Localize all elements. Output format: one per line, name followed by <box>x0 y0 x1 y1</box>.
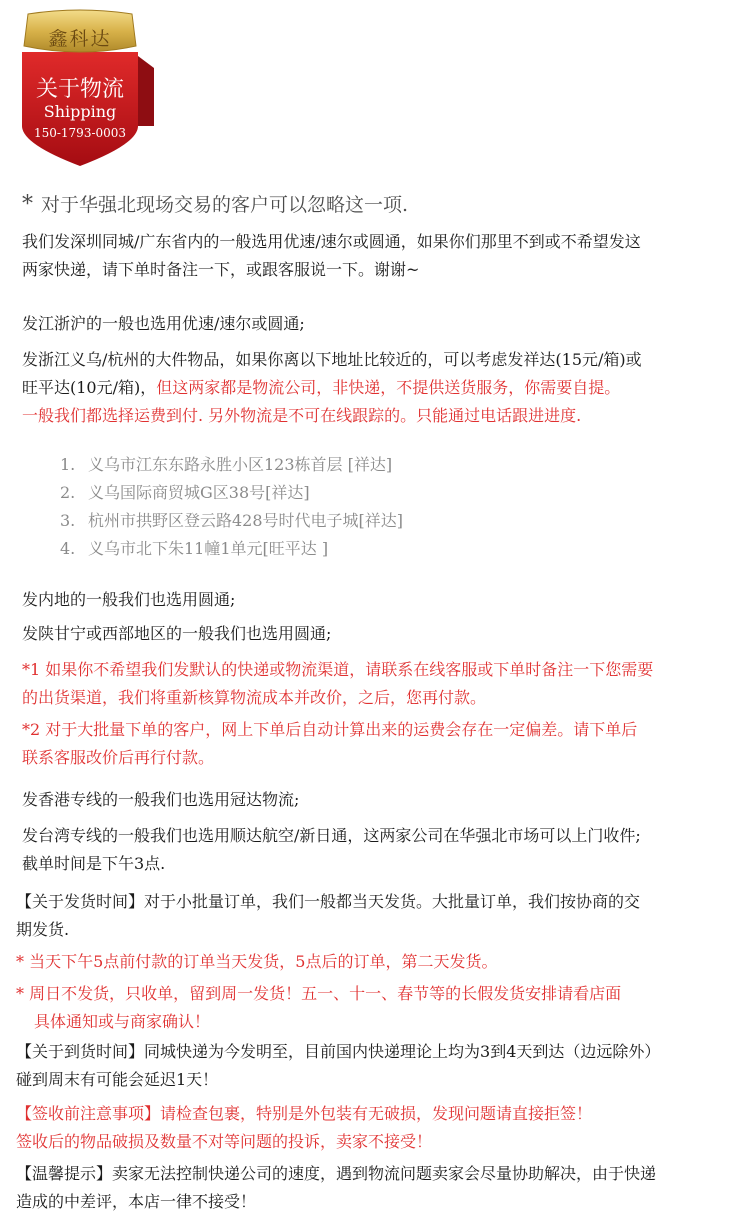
text-line <box>16 888 732 916</box>
text-line: 截单时间是下午3点. <box>22 854 166 873</box>
list-number: 4. <box>60 539 76 558</box>
text-line: *2 对于大批量下单的客户，网上下单后自动计算出来的运费会存在一定偏差。请下单后 <box>22 720 638 739</box>
text-line: 造成的中差评，本店一律不接受！ <box>16 1192 257 1211</box>
section-ship-time <box>16 888 732 1036</box>
text-line <box>16 1038 732 1066</box>
list-item <box>60 535 740 563</box>
text-line <box>16 1160 732 1188</box>
address-list <box>60 451 740 563</box>
text-line-red: 一般我们都选择运费到付. 另外物流是不可在线跟踪的。只能通过电话跟进进度. <box>22 406 582 425</box>
list-item <box>60 479 740 507</box>
intro-text: 对于华强北现场交易的客户可以忽略这一项. <box>41 194 409 216</box>
section-label: 【关于到货时间】 <box>16 1042 145 1061</box>
text-line-red: * 周日不发货，只收单，留到周一发货！五一、十一、春节等的长假发货安排请看店面 <box>16 984 622 1003</box>
text-line: 发内地的一般我们也选用圆通; <box>22 590 236 609</box>
text-red: 但这两家都是物流公司，非快递，不提供送货服务，你需要自提。 <box>156 378 621 397</box>
section-label: 【签收前注意事项】 <box>16 1104 161 1123</box>
paragraph-inland <box>22 586 730 614</box>
paragraph-shenzhen <box>22 228 730 284</box>
text-span: 对于小批量订单，我们一般都当天发货。大批量订单，我们按协商的交 <box>144 892 641 911</box>
note-1 <box>22 656 730 712</box>
section-arrive-time <box>16 1038 732 1094</box>
section-sign-notice <box>16 1100 732 1156</box>
list-number: 1. <box>60 455 76 474</box>
intro-star: * <box>22 192 33 217</box>
intro-note <box>22 190 408 217</box>
text-line: 联系客服改价后再行付款。 <box>22 748 215 767</box>
note-2 <box>22 716 730 772</box>
paragraph-hk <box>22 786 730 814</box>
section-tips <box>16 1160 732 1216</box>
text-line: *1 如果你不希望我们发默认的快递或物流渠道，请联系在线客服或下单时备注一下您需要 <box>22 660 654 679</box>
text-line: 发浙江义乌/杭州的大件物品，如果你离以下地址比较近的，可以考虑发祥达(15元/箱)或 <box>22 350 642 369</box>
text-line: 发江浙沪的一般也选用优速/速尔或圆通; <box>22 314 305 333</box>
section-label: 【温馨提示】 <box>16 1164 113 1183</box>
paragraph-yiwu <box>22 346 730 430</box>
paragraph-west <box>22 620 730 648</box>
badge-subtitle: Shipping <box>43 102 117 121</box>
text-line <box>16 1100 732 1128</box>
text-line-red: 具体通知或与商家确认！ <box>34 1012 211 1031</box>
text-line: 发陕甘宁或西部地区的一般我们也选用圆通; <box>22 624 332 643</box>
text-black: 旺平达(10元/箱)， <box>22 378 157 397</box>
text-line: 发香港专线的一般我们也选用冠达物流; <box>22 790 300 809</box>
paragraph-tw <box>22 822 730 878</box>
text-line: 期发货. <box>16 920 70 939</box>
text-line: 我们发深圳同城/广东省内的一般选用优速/速尔或圆通，如果你们那里不到或不希望发这 <box>22 232 641 251</box>
list-item <box>60 507 740 535</box>
text-span: 卖家无法控制快递公司的速度，遇到物流问题卖家会尽量协助解决，由于快递 <box>112 1164 657 1183</box>
list-item <box>60 451 740 479</box>
list-text: 义乌市江东东路永胜小区123栋首层 [祥达] <box>88 455 393 474</box>
list-text: 义乌国际商贸城G区38号[祥达] <box>88 483 310 502</box>
text-line: 签收后的物品破损及数量不对等问题的投诉，卖家不接受！ <box>16 1132 433 1151</box>
brand-name: 鑫科达 <box>48 28 112 50</box>
text-span: 同城快递为今发明至，目前国内快递理论上均为3到4天到达（边远除外） <box>144 1042 661 1061</box>
text-line: 两家快递，请下单时备注一下，或跟客服说一下。谢谢~ <box>22 260 420 279</box>
text-line: 的出货渠道，我们将重新核算物流成本并改价，之后，您再付款。 <box>22 688 487 707</box>
text-line-red: * 当天下午5点前付款的订单当天发货，5点后的订单，第二天发货。 <box>16 952 498 971</box>
list-number: 2. <box>60 483 76 502</box>
badge-title: 关于物流 <box>35 77 124 102</box>
paragraph-jzh <box>22 310 730 338</box>
badge-phone: 150-1793-0003 <box>33 126 127 140</box>
text-line: 碰到周末有可能会延迟1天！ <box>16 1070 219 1089</box>
list-number: 3. <box>60 511 76 530</box>
list-text: 义乌市北下朱11幢1单元[旺平达 ] <box>88 539 329 558</box>
text-span: 请检查包裹，特别是外包装有无破损，发现问题请直接拒签！ <box>160 1104 593 1123</box>
section-label: 【关于发货时间】 <box>16 892 145 911</box>
list-text: 杭州市拱野区登云路428号时代电子城[祥达] <box>88 511 404 530</box>
text-line <box>22 374 730 402</box>
text-line: 发台湾专线的一般我们也选用顺达航空/新日通，这两家公司在华强北市场可以上门收件; <box>22 826 641 845</box>
shipping-badge <box>20 6 156 174</box>
